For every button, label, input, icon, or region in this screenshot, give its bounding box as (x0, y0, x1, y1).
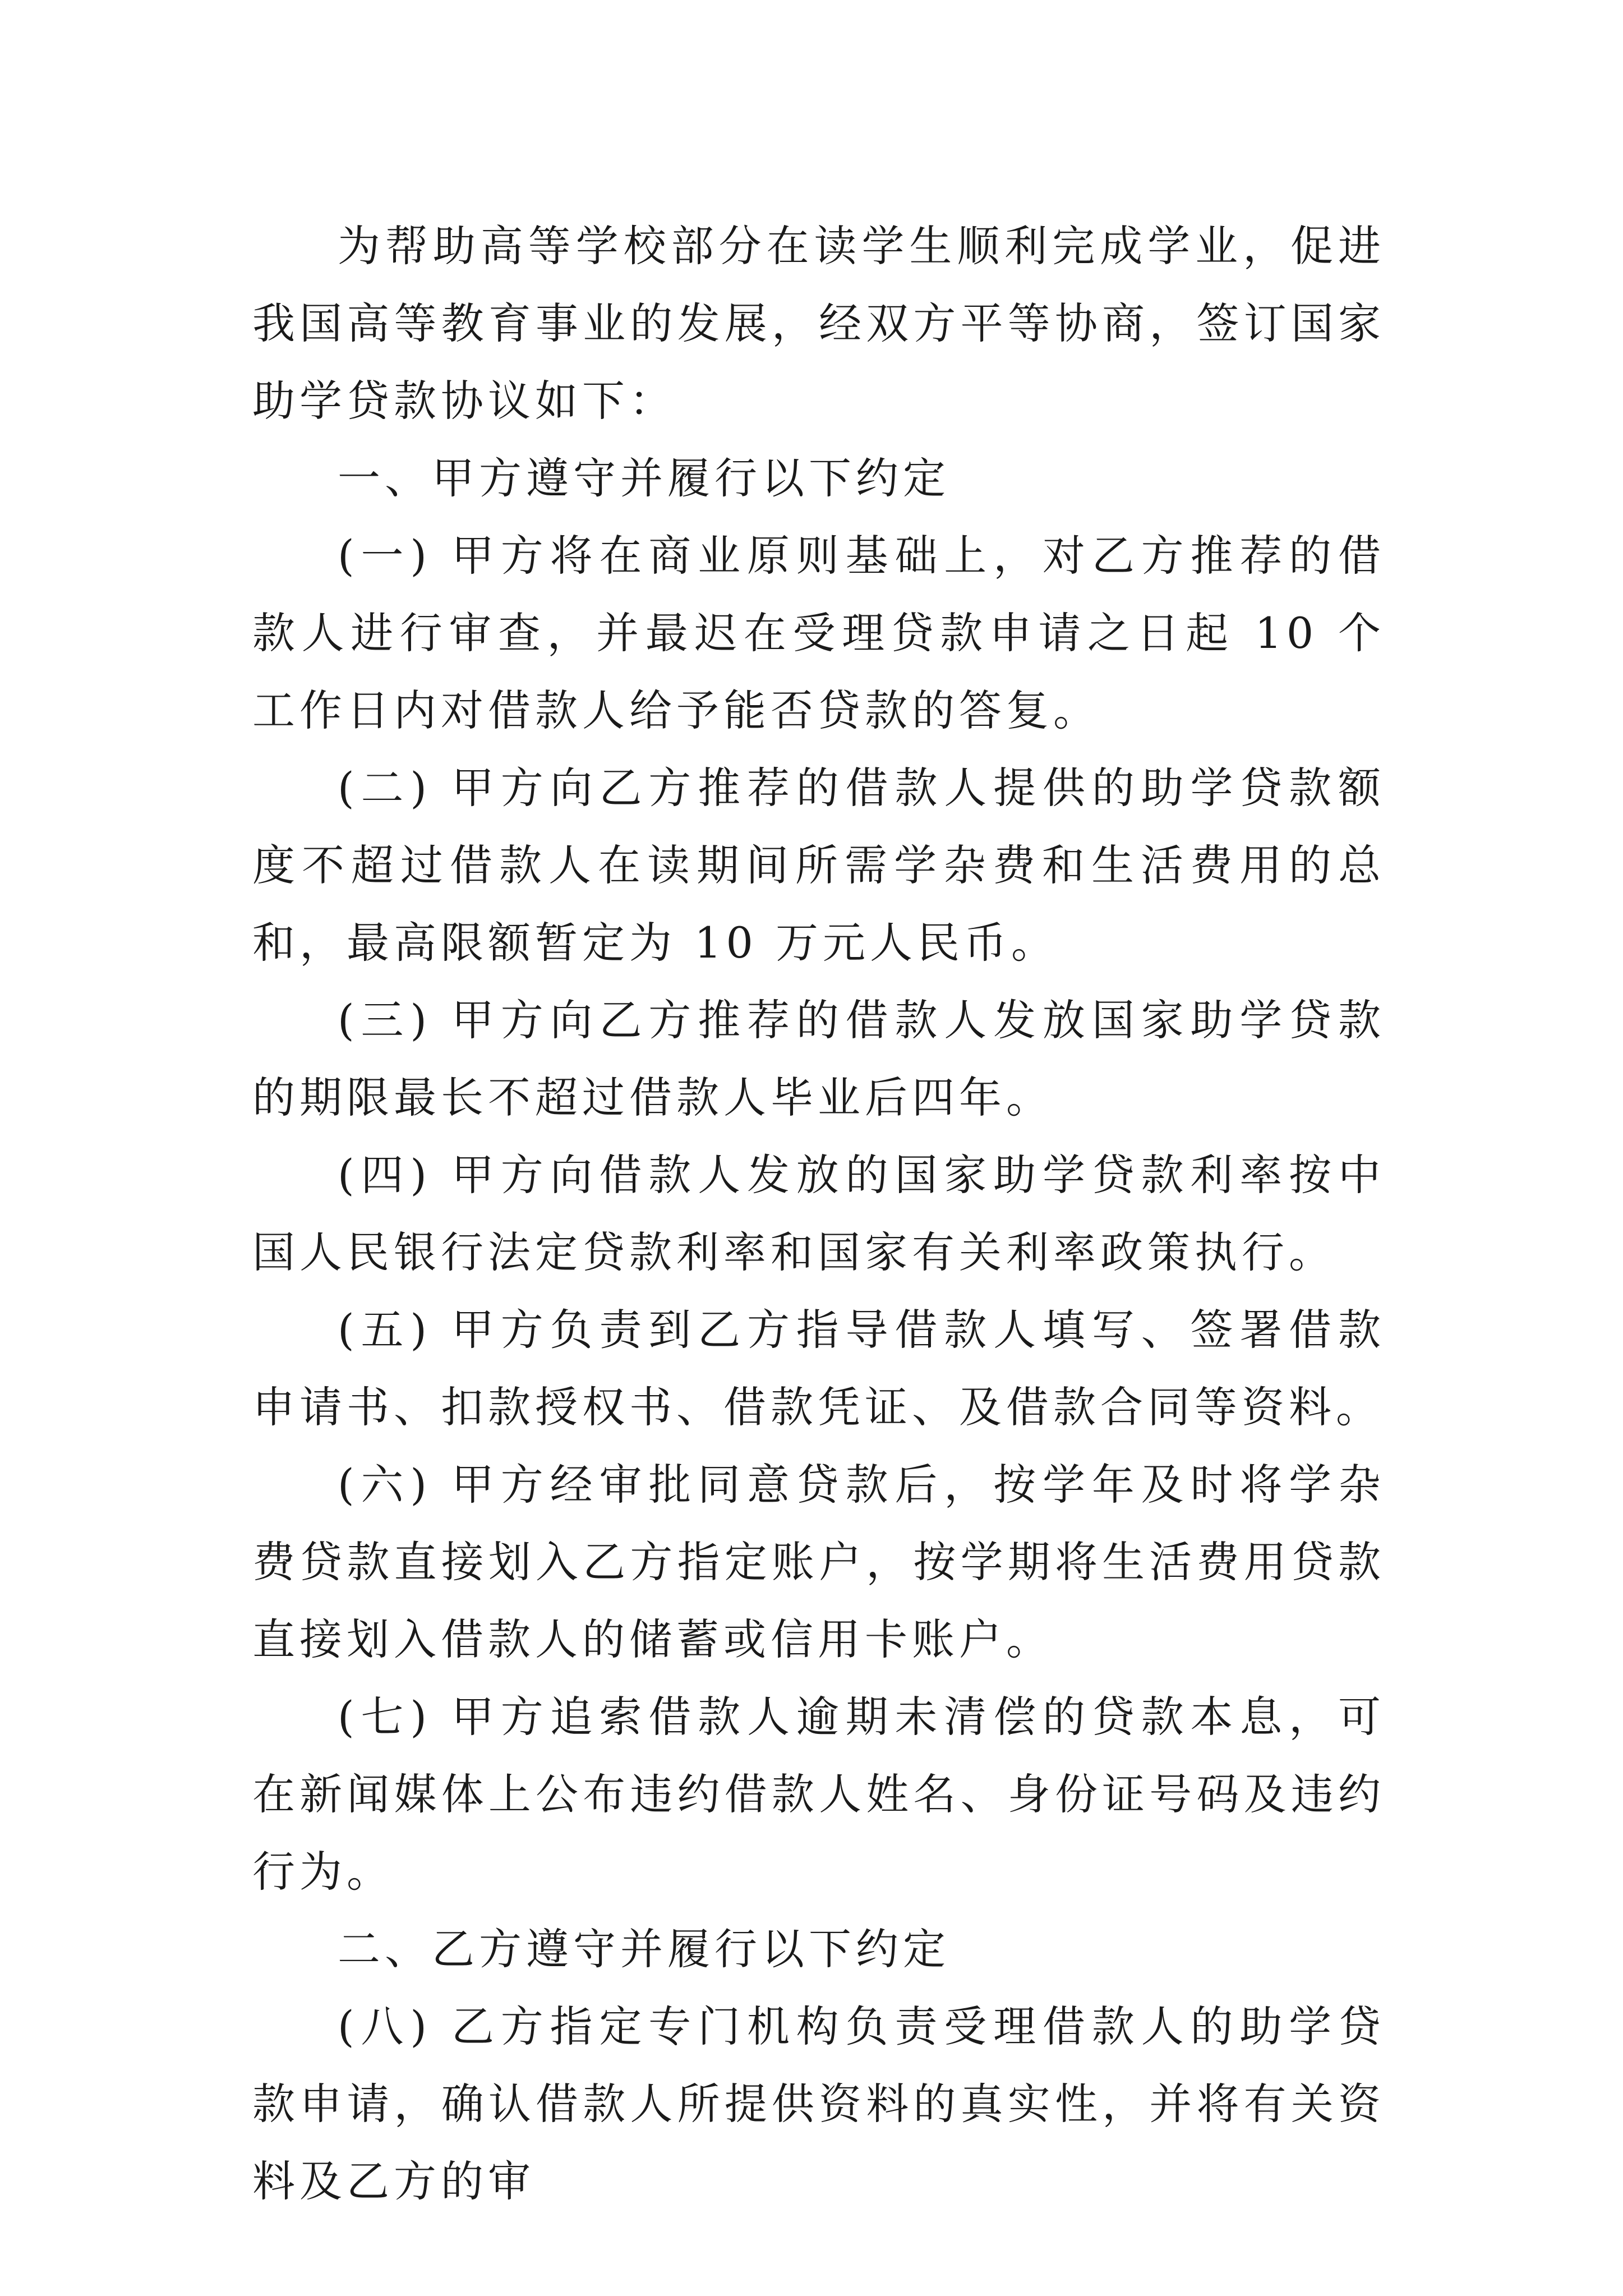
clause-5: (五) 甲方负责到乙方指导借款人填写、签署借款申请书、扣款授权书、借款凭证、及借款合同等资料。 (252, 1305, 1385, 1432)
clause-3: (三) 甲方向乙方推荐的借款人发放国家助学贷款的期限最长不超过借款人毕业后四年。 (252, 995, 1385, 1122)
intro-paragraph: 为帮助高等学校部分在读学生顺利完成学业，促进我国高等教育事业的发展，经双方平等协商，签订国家助学贷款协议如下： (252, 221, 1385, 426)
clause-1: (一) 甲方将在商业原则基础上，对乙方推荐的借款人进行审查，并最迟在受理贷款申请之日起 10 个工作日内对借款人给予能否贷款的答复。 (252, 531, 1385, 735)
clause-8: (八) 乙方指定专门机构负责受理借款人的助学贷款申请，确认借款人所提供资料的真实性，并将有关资料及乙方的审 (252, 2001, 1385, 2206)
section-heading-party-a: 一、甲方遵守并履行以下约定 (338, 453, 950, 503)
clause-7: (七) 甲方追索借款人逾期未清偿的贷款本息，可在新闻媒体上公布违约借款人姓名、身份证号码及违约行为。 (252, 1692, 1385, 1897)
clause-2: (二) 甲方向乙方推荐的借款人提供的助学贷款额度不超过借款人在读期间所需学杂费和生活费用的总和，最高限额暂定为 10 万元人民币。 (252, 763, 1385, 968)
clause-4: (四) 甲方向借款人发放的国家助学贷款利率按中国人民银行法定贷款利率和国家有关利率政策执行。 (252, 1150, 1385, 1277)
clause-6: (六) 甲方经审批同意贷款后，按学年及时将学杂费贷款直接划入乙方指定账户，按学期将生活费用贷款直接划入借款人的储蓄或信用卡账户。 (252, 1460, 1385, 1664)
section-heading-party-b: 二、乙方遵守并履行以下约定 (338, 1924, 950, 1974)
document-body (252, 208, 1385, 2220)
